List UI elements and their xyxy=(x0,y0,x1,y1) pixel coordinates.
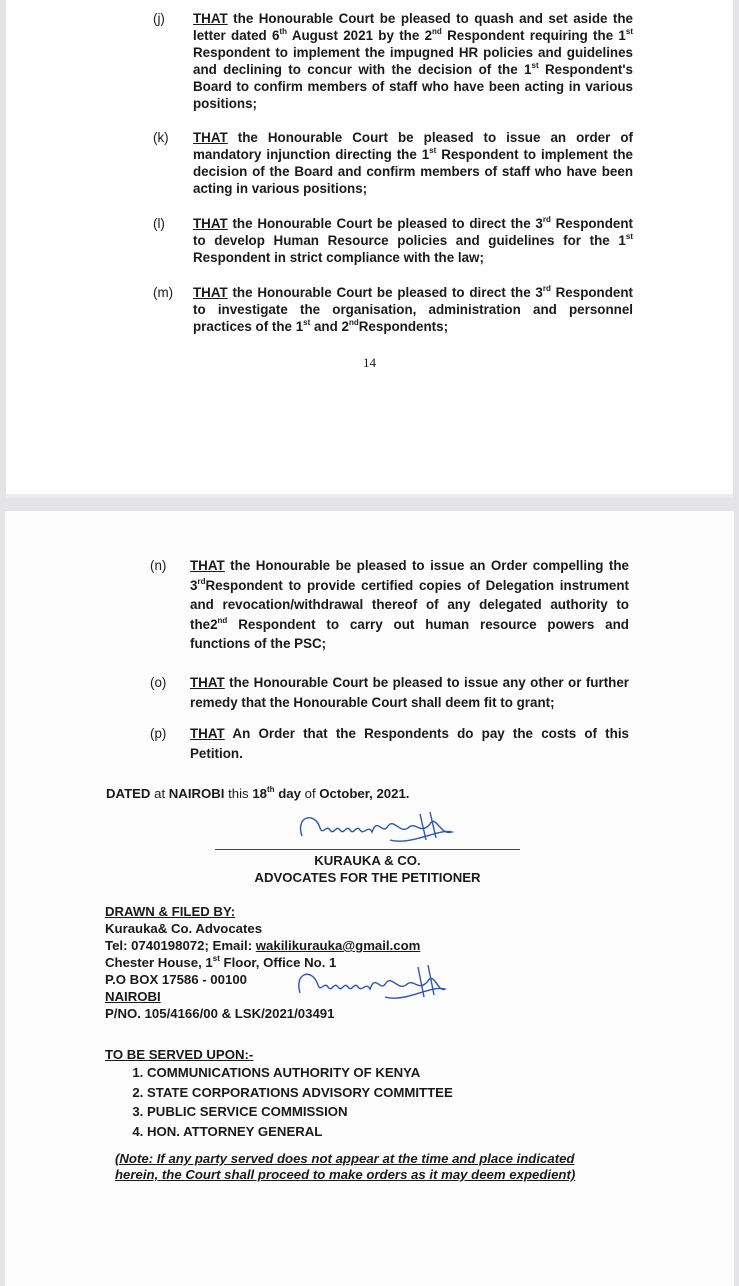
po-box: P.O BOX 17586 - 00100 xyxy=(105,972,247,987)
prayer-label: (l) xyxy=(153,216,165,231)
ordinal-suffix: st xyxy=(212,954,220,963)
plain-word: of xyxy=(304,786,316,801)
prayer-text: THAT the Honourable Court be pleased to direct the 3rd Respondent to develop Human Resource policies and guidelines for the 1st Respondent in strict compliance with the law; xyxy=(193,215,634,265)
signature-image xyxy=(290,961,450,1006)
ordinal-suffix: rd xyxy=(542,284,551,293)
prayer-text: THAT the Honourable Court be pleased to issue any other or further remedy that the Honourable Court shall deem fit to grant; xyxy=(190,675,629,710)
prayer-n xyxy=(150,556,629,654)
tel-text: Tel: 0740198072; Email: xyxy=(105,938,256,953)
ordinal-suffix: st xyxy=(531,61,539,70)
prayer-label: (p) xyxy=(150,726,167,741)
ordinal-suffix: st xyxy=(625,232,633,241)
prayer-m xyxy=(153,284,634,335)
prayer-text: THAT the Honourable Court be pleased to direct the 3rd Respondent to investigate the organisation, administration and personnel practices of the 1st and 2ndRespondents; xyxy=(193,284,634,334)
ordinal-suffix: rd xyxy=(542,215,551,224)
ordinal-suffix: nd xyxy=(432,27,442,36)
served-party: 3. PUBLIC SERVICE COMMISSION xyxy=(147,1102,453,1122)
served-party: 1. COMMUNICATIONS AUTHORITY OF KENYA xyxy=(147,1063,453,1083)
signatory-title: ADVOCATES FOR THE PETITIONER xyxy=(254,870,481,885)
prayer-label: (m) xyxy=(153,285,174,300)
ordinal-suffix: st xyxy=(429,146,437,155)
email-link[interactable]: wakilikurauka@gmail.com xyxy=(255,938,421,953)
ordinal-suffix: rd xyxy=(197,576,206,586)
prayer-text: THAT the Honourable Court be pleased to issue an order of mandatory injunction directing the 1st Respondent to implement the decision of the Board and confirm members of staff who have been acting in various positions; xyxy=(193,130,633,196)
contact-line xyxy=(105,937,420,954)
that-keyword: THAT xyxy=(193,11,228,26)
page-number: 14 xyxy=(363,355,376,370)
ordinal-suffix: nd xyxy=(348,318,359,327)
that-keyword: THAT xyxy=(190,726,225,741)
dated-line: DATED at NAIROBI this 18th day of October, 2021. xyxy=(106,785,410,801)
practice-number: P/NO. 105/4166/00 & LSK/2021/03491 xyxy=(105,1006,335,1021)
prayer-p xyxy=(150,724,629,763)
served-party: 4. HON. ATTORNEY GENERAL xyxy=(147,1122,453,1142)
prayer-text: THAT the Honourable Court be pleased to quash and set aside the letter dated 6th August 2021 by the 2nd Respondent requiring the 1st Respondent to implement the impugned HR policies and guidelines and declining to concur with the decision of the 1st Respondent's Board to confirm members of staff who have been acting in various positions; xyxy=(193,11,633,111)
ordinal-suffix: st xyxy=(625,27,633,36)
prayer-k xyxy=(153,129,633,197)
plain-word: this xyxy=(228,786,249,801)
prayer-label: (k) xyxy=(153,130,169,145)
prayer-label: (o) xyxy=(150,675,167,690)
document-page-15 xyxy=(5,511,734,1286)
document-page-14 xyxy=(6,0,733,498)
that-keyword: THAT xyxy=(193,130,228,145)
address-line: Chester House, 1st Floor, Office No. 1 xyxy=(105,954,337,970)
city: NAIROBI xyxy=(105,989,161,1004)
service-block xyxy=(105,1046,453,1141)
signature-image xyxy=(290,806,460,851)
that-keyword: THAT xyxy=(193,285,228,300)
firm-name: Kurauka& Co. Advocates xyxy=(105,921,263,936)
service-note: (Note: If any party served does not appear at the time and place indicated herein, the Court shall proceed to make orders as it may deem expedient) xyxy=(115,1151,576,1182)
served-list xyxy=(105,1063,453,1141)
prayer-label: (n) xyxy=(150,558,167,573)
that-keyword: THAT xyxy=(193,216,228,231)
prayer-j xyxy=(153,10,633,112)
ordinal-suffix: th xyxy=(279,27,288,36)
prayer-text: THAT the Honourable be pleased to issue an Order compelling the 3rdRespondent to provide certified copies of Delegation instrument and revocation/withdrawal thereof of any delegated authority to the2nd Respondent to carry out human resource powers and functions of the PSC; xyxy=(190,558,629,651)
signatory-name: KURAUKA & CO. xyxy=(314,853,421,868)
served-party: 2. STATE CORPORATIONS ADVISORY COMMITTEE xyxy=(147,1083,453,1103)
that-keyword: THAT xyxy=(190,675,225,690)
served-heading: TO BE SERVED UPON:- xyxy=(105,1047,254,1062)
ordinal-suffix: st xyxy=(303,318,311,327)
signature-line xyxy=(215,849,520,850)
prayer-o xyxy=(150,673,629,712)
prayer-l xyxy=(153,215,634,266)
that-keyword: THAT xyxy=(190,558,225,573)
prayer-text: THAT An Order that the Respondents do pay the costs of this Petition. xyxy=(190,726,629,761)
prayer-label: (j) xyxy=(153,11,165,26)
plain-word: at xyxy=(154,786,166,801)
ordinal-suffix: th xyxy=(267,785,275,794)
drawn-heading: DRAWN & FILED BY: xyxy=(105,904,236,919)
ordinal-suffix: nd xyxy=(217,615,228,625)
